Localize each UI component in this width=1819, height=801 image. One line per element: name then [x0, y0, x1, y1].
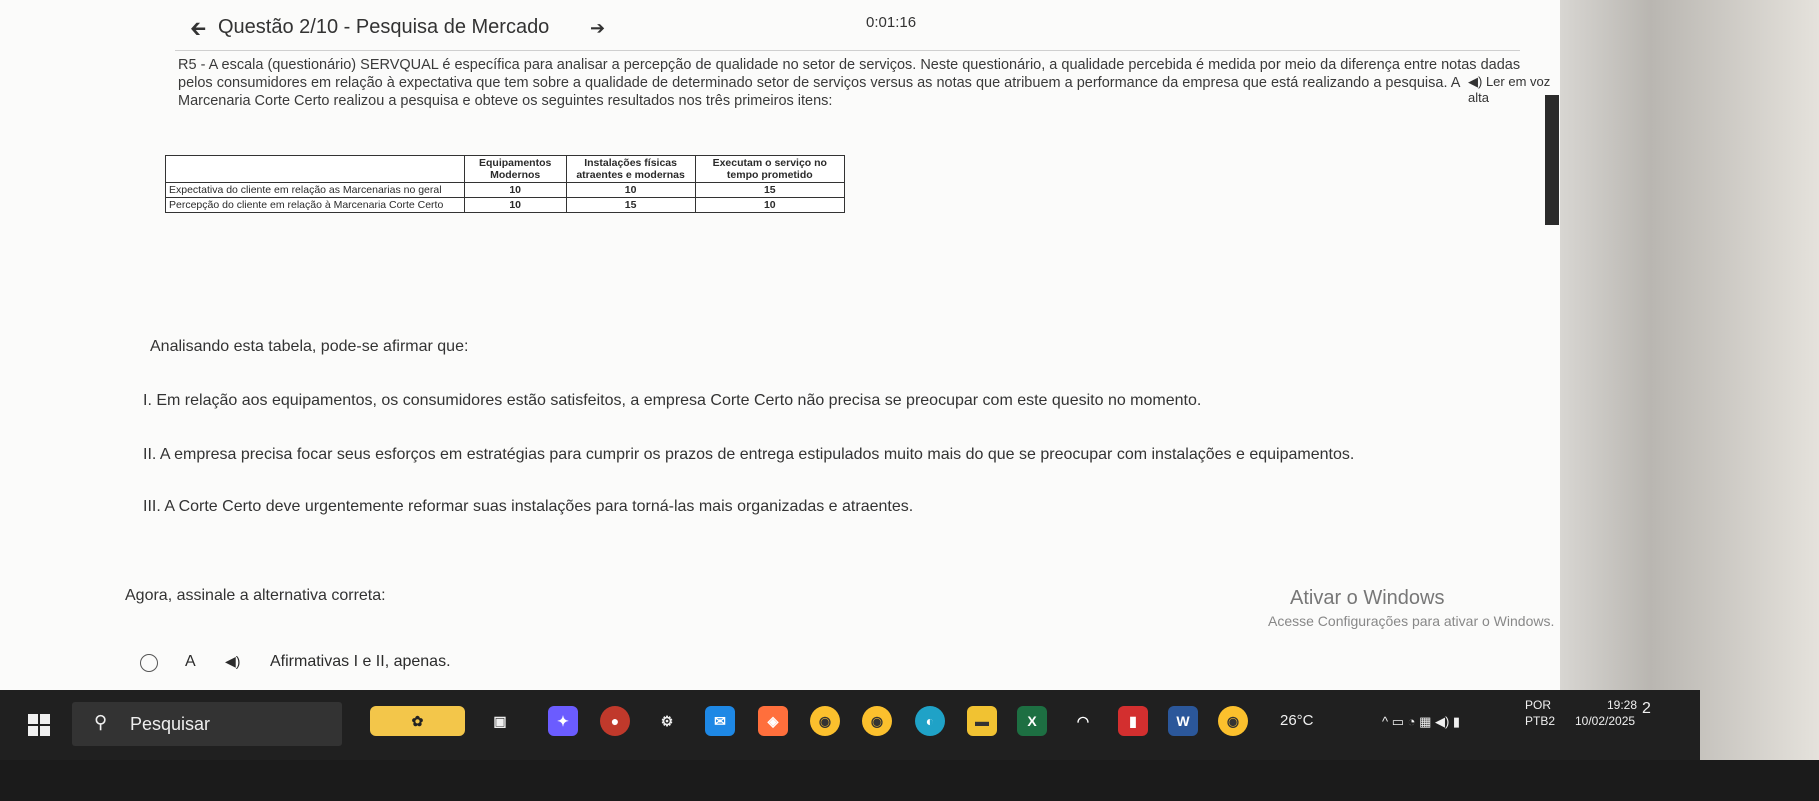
activation-watermark-title: Ativar o Windows	[1290, 587, 1445, 609]
mail-icon[interactable]: ✉	[705, 706, 735, 736]
header-divider	[175, 50, 1520, 51]
speaker-icon[interactable]: ◀)	[225, 653, 241, 669]
option-a-letter: A	[185, 653, 196, 670]
analysis-prompt: Analisando esta tabela, pode-se afirmar que:	[150, 338, 469, 355]
language-indicator[interactable]: POR	[1525, 698, 1552, 712]
table-header-cell: Executam o serviço no tempo prometido	[695, 156, 844, 183]
taskbar-search[interactable]	[72, 702, 342, 746]
settings-gear-icon[interactable]: ⚙	[660, 713, 674, 729]
edge-icon[interactable]: ◐	[915, 706, 945, 736]
scrollbar[interactable]	[1545, 95, 1559, 225]
answer-prompt: Agora, assinale a alternativa correta:	[125, 587, 386, 604]
app-icon-circle[interactable]: ◠	[1076, 713, 1090, 729]
table-header-cell: Instalações físicas atraentes e modernas	[566, 156, 695, 183]
m365-icon[interactable]: ◈	[758, 706, 788, 736]
chrome-profile-icon[interactable]: ◉	[862, 706, 892, 736]
affirmation-iii: III. A Corte Certo deve urgentemente reformar suas instalações para torná-las mais organizadas e atraentes.	[143, 498, 914, 515]
option-a[interactable]	[130, 650, 1530, 676]
table-row	[166, 198, 845, 213]
search-icon: ⚲	[94, 712, 108, 732]
question-header	[0, 0, 1560, 55]
servqual-table	[165, 155, 845, 213]
table-header-cell	[166, 156, 465, 183]
copilot-icon[interactable]: ✦	[548, 706, 578, 736]
task-view-icon[interactable]: ▣	[493, 713, 507, 729]
clock-date[interactable]: 10/02/2025	[1575, 714, 1636, 728]
search-label: Pesquisar	[130, 714, 211, 734]
next-question-icon[interactable]: ➔	[590, 18, 606, 38]
app-icon-red-square[interactable]: ▮	[1118, 706, 1148, 736]
app-icon-red[interactable]: ●	[600, 706, 630, 736]
weather-widget[interactable]: 26°C	[1280, 712, 1314, 729]
table-cell: 15	[695, 183, 844, 198]
laptop-bezel	[0, 760, 1819, 801]
excel-icon[interactable]: X	[1017, 706, 1047, 736]
affirmation-ii: II. A empresa precisa focar seus esforços em estratégias para cumprir os prazos de entrega estipulados muito mais do que se preocupar com instalações e equipamentos.	[143, 446, 1355, 463]
table-cell: Expectativa do cliente em relação as Marcenarias no geral	[166, 183, 465, 198]
windows-start-icon[interactable]	[28, 714, 50, 736]
option-a-radio[interactable]	[140, 654, 158, 672]
table-cell: Percepção do cliente em relação à Marcenaria Corte Certo	[166, 198, 465, 213]
question-statement: R5 - A escala (questionário) SERVQUAL é específica para analisar a percepção de qualidade no setor de serviços. Neste questionário, a qualidade percebida é medida por meio da diferença entre notas dadas pelos consumidores em relação à expectativa que tem sobre a qualidade de determinado setor de serviços versus as notas que atribuem a performance da empresa que está realizando a pesquisa. A Marcenaria Corte Certo realizou a pesquisa e obteve os seguintes resultados nos três primeiros itens:	[178, 57, 1521, 109]
timer: 0:01:16	[866, 14, 917, 31]
table-header-row	[166, 156, 845, 183]
previous-question-icon[interactable]: 🡰	[190, 18, 207, 40]
option-a-text: Afirmativas I e II, apenas.	[270, 653, 451, 670]
read-aloud-button[interactable]: ◀) Ler em voz alta	[1468, 74, 1551, 105]
affirmation-i: I. Em relação aos equipamentos, os consumidores estão satisfeitos, a empresa Corte Certo não precisa se preocupar com este quesito no momento.	[143, 392, 1202, 409]
question-title: Questão 2/10 - Pesquisa de Mercado	[218, 16, 550, 38]
table-cell: 10	[464, 198, 566, 213]
table-cell: 10	[695, 198, 844, 213]
word-icon[interactable]: W	[1168, 706, 1198, 736]
table-header-cell: Equipamentos Modernos	[464, 156, 566, 183]
clock-time[interactable]: 19:28	[1607, 698, 1638, 712]
activation-watermark-subtitle: Acesse Configurações para ativar o Windows.	[1268, 613, 1555, 629]
file-explorer-icon[interactable]: ▬	[967, 706, 997, 736]
chrome-icon-2[interactable]: ◉	[1218, 706, 1248, 736]
chrome-icon[interactable]: ◉	[810, 706, 840, 736]
widgets-icon[interactable]: ✿	[370, 706, 465, 736]
system-tray-icons[interactable]: ^ ▭ ◔ ▦ ◀) ▮	[1382, 714, 1461, 729]
monitor-bezel	[1560, 0, 1819, 801]
table-row	[166, 183, 845, 198]
table-cell: 10	[566, 183, 695, 198]
taskbar	[0, 690, 1700, 760]
notification-count[interactable]: 2	[1642, 700, 1651, 717]
table-cell: 15	[566, 198, 695, 213]
table-cell: 10	[464, 183, 566, 198]
keyboard-layout[interactable]: PTB2	[1525, 714, 1556, 728]
